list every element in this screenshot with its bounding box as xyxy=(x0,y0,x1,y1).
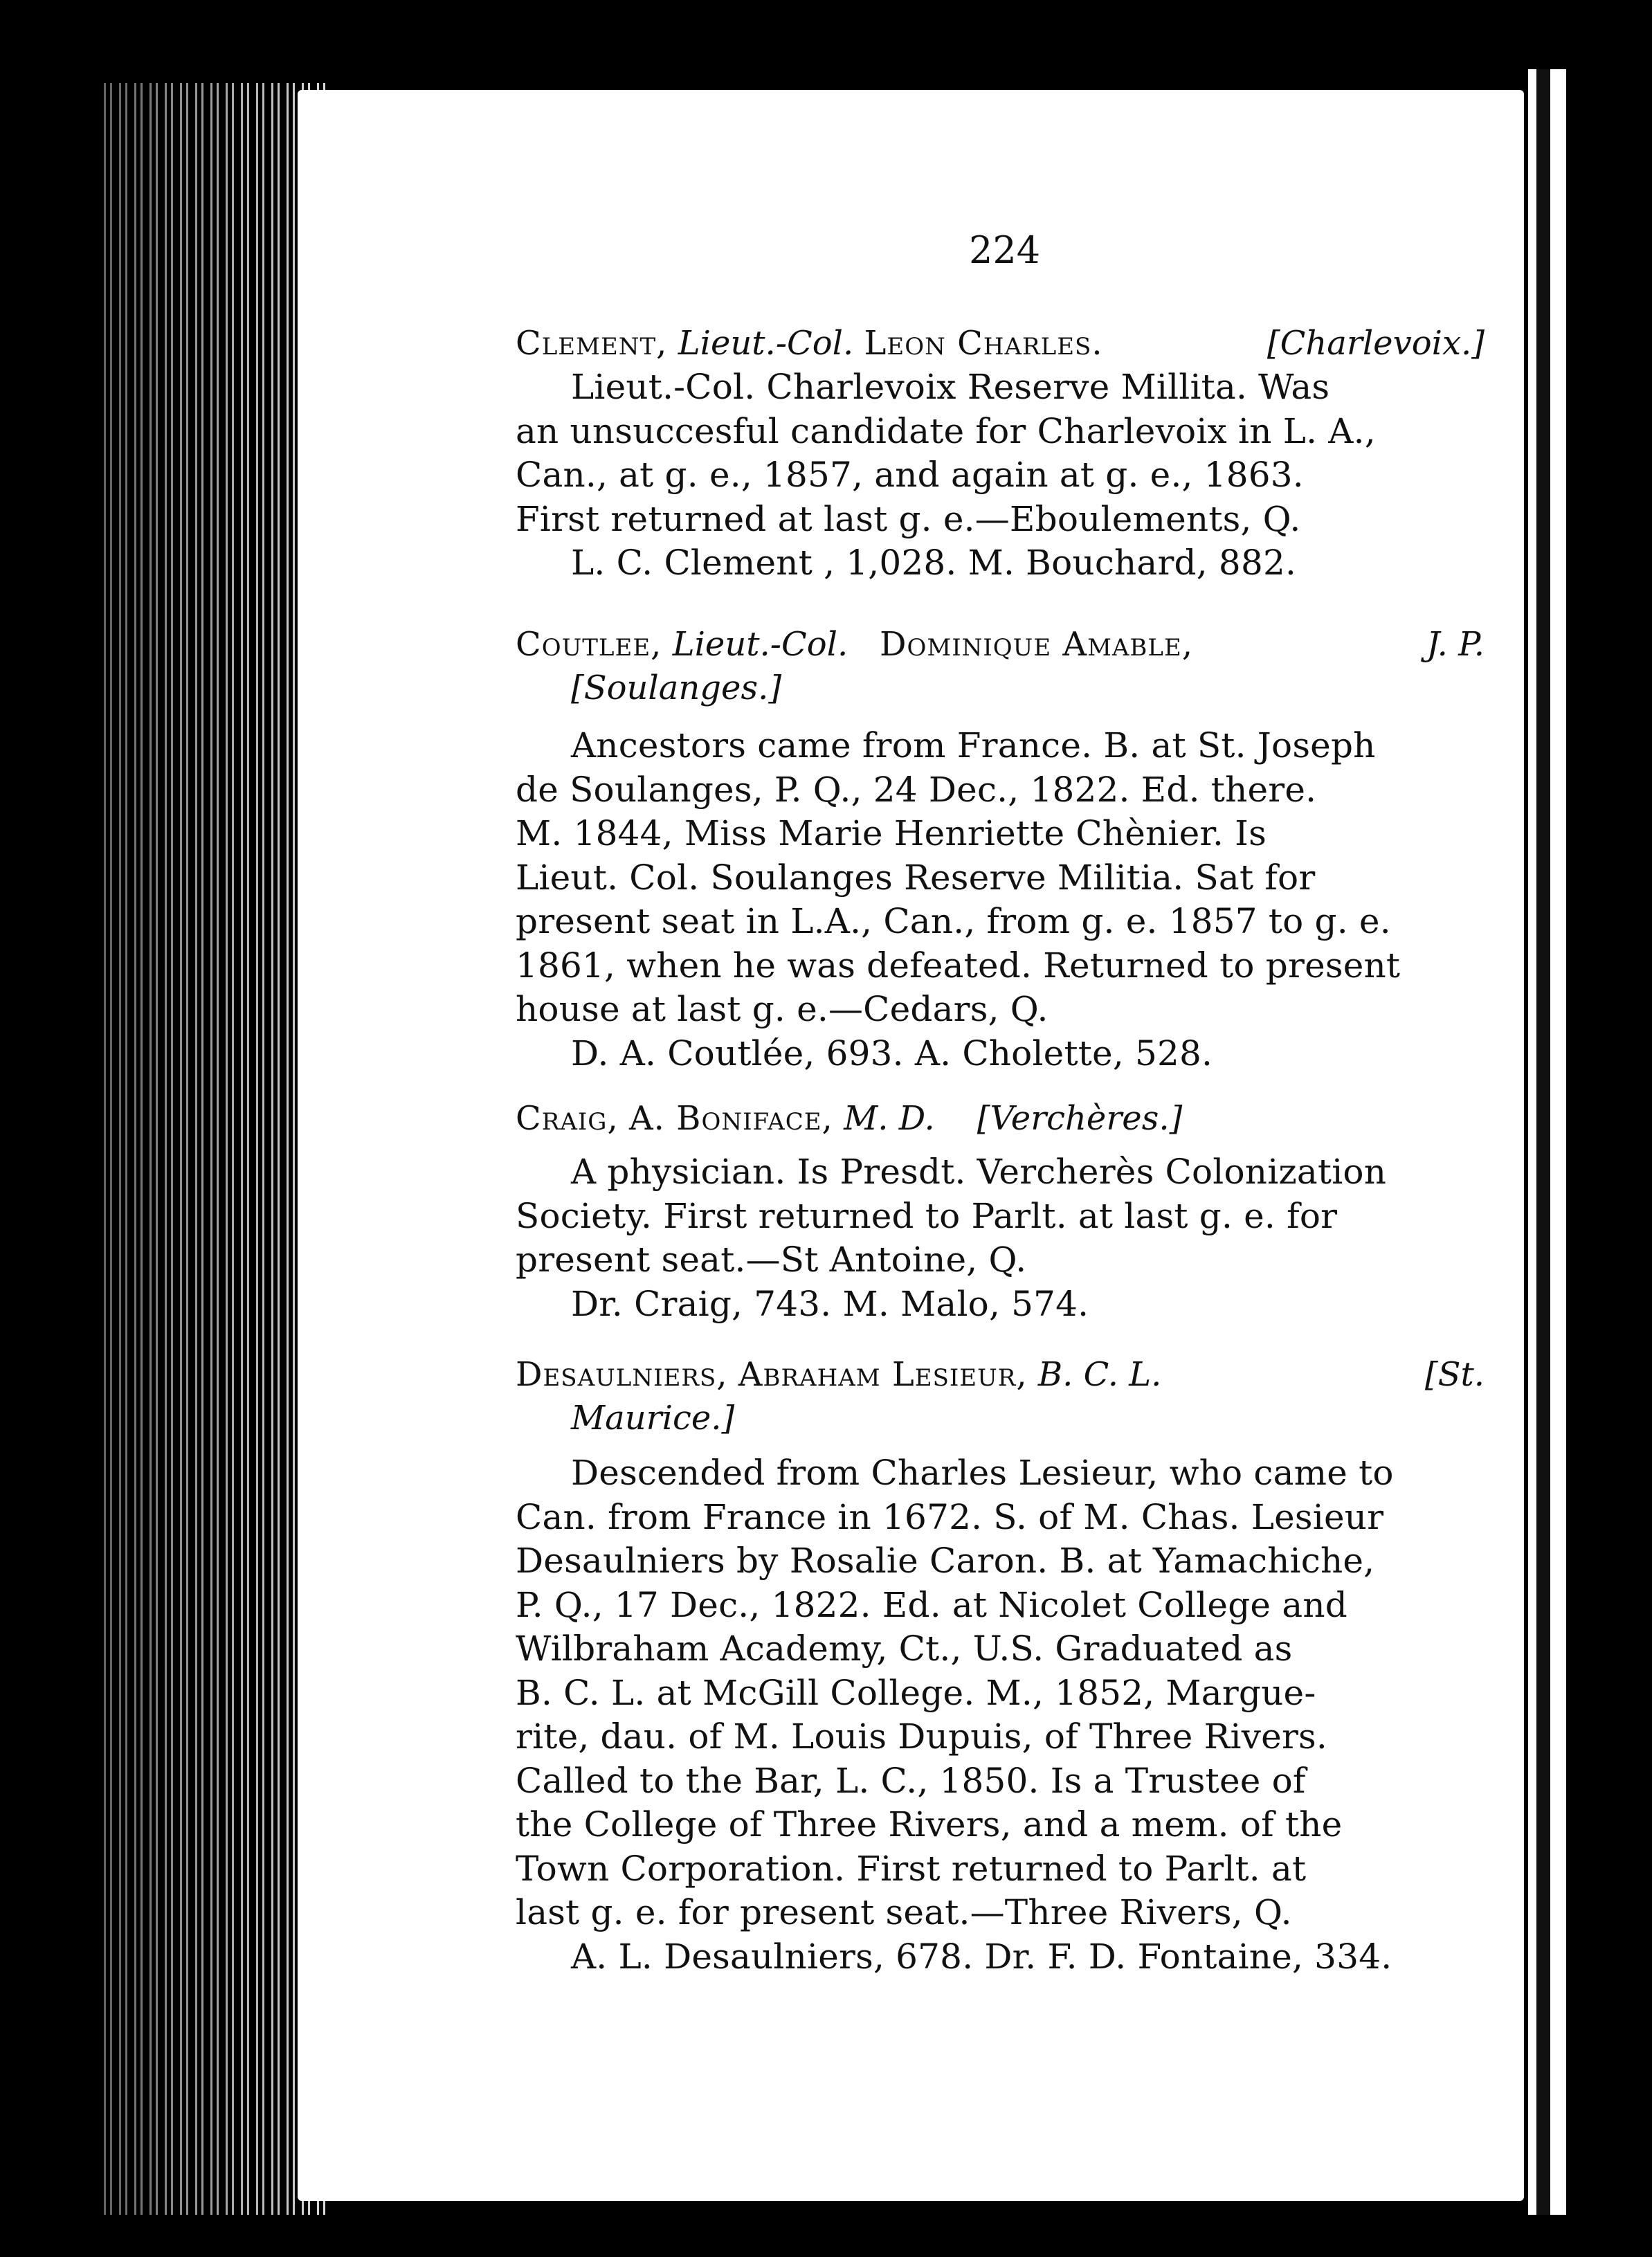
entry-given-name: Abraham Lesieur, xyxy=(738,1355,1028,1394)
entry-line: P. Q., 17 Dec., 1822. Ed. at Nicolet College and xyxy=(516,1584,1347,1625)
entry-votes: Dr. Craig, 743. M. Malo, 574. xyxy=(571,1283,1089,1324)
entry-surname: Craig, xyxy=(516,1099,619,1138)
entry-title: Lieut.-Col. xyxy=(678,324,854,363)
entry-riding: [Soulanges.] xyxy=(571,669,782,707)
entry-line: M. 1844, Miss Marie Henriette Chènier. Is xyxy=(516,813,1267,853)
entry-line: 1861, when he was defeated. Returned to present xyxy=(516,945,1401,986)
entry-given-name: Leon Charles. xyxy=(864,324,1103,363)
entry-votes: L. C. Clement , 1,028. M. Bouchard, 882. xyxy=(571,543,1297,583)
entry-line: present seat.—St Antoine, Q. xyxy=(516,1240,1027,1280)
entry-riding: [Charlevoix.] xyxy=(1267,324,1485,363)
entry-line: A physician. Is Presdt. Vercherès Colonization xyxy=(571,1152,1387,1192)
entry-line: Town Corporation. First returned to Parlt. at xyxy=(516,1848,1307,1889)
entry-line: Can., at g. e., 1857, and again at g. e., 1863. xyxy=(516,455,1304,495)
entry-suffix: M. D. xyxy=(844,1099,935,1138)
entry-riding: [St. xyxy=(1424,1355,1485,1394)
entry-line: an unsuccesful candidate for Charlevoix in L. A., xyxy=(516,410,1376,451)
entry-line: B. C. L. at McGill College. M., 1852, Margue- xyxy=(516,1672,1316,1713)
entry-suffix: B. C. L. xyxy=(1037,1355,1162,1394)
entry-line: present seat in L.A., Can., from g. e. 1857 to g. e. xyxy=(516,901,1391,941)
entry-surname: Coutlee, xyxy=(516,625,662,664)
entry-title: Lieut.-Col. xyxy=(672,625,848,664)
entry-clement xyxy=(516,322,1485,586)
entry-line: house at last g. e.—Cedars, Q. xyxy=(516,989,1049,1029)
entry-desaulniers xyxy=(516,1353,1485,1979)
entry-line: Can. from France in 1672. S. of M. Chas. Lesieur xyxy=(516,1496,1384,1537)
gutter-shadow xyxy=(104,83,325,2215)
entry-given-name: A. Boniface, xyxy=(629,1099,833,1138)
entry-line: Descended from Charles Lesieur, who came to xyxy=(571,1453,1394,1493)
entry-given-name: Dominique Amable, xyxy=(880,625,1194,664)
page-number: 224 xyxy=(969,228,1041,272)
entry-line: rite, dau. of M. Louis Dupuis, of Three Rivers. xyxy=(516,1716,1327,1757)
entry-heading xyxy=(516,1097,1485,1141)
entry-surname: Clement, xyxy=(516,324,668,363)
entry-line: Called to the Bar, L. C., 1850. Is a Trustee of xyxy=(516,1760,1306,1801)
entry-line: Lieut. Col. Soulanges Reserve Militia. Sat for xyxy=(516,857,1316,898)
entry-line: Desaulniers by Rosalie Caron. B. at Yamachiche, xyxy=(516,1541,1375,1581)
entry-line: Ancestors came from France. B. at St. Joseph xyxy=(571,725,1376,765)
entry-line: First returned at last g. e.—Eboulements, Q. xyxy=(516,498,1301,539)
entry-riding: [Verchères.] xyxy=(977,1099,1183,1138)
entry-heading xyxy=(516,623,1485,667)
entry-coutlee xyxy=(516,623,1485,1076)
page-edge-shadow xyxy=(1536,69,1550,2215)
entry-line: Society. First returned to Parlt. at last g. e. for xyxy=(516,1195,1338,1236)
entry-votes: D. A. Coutlée, 693. A. Cholette, 528. xyxy=(571,1033,1213,1073)
entry-votes: A. L. Desaulniers, 678. Dr. F. D. Fontaine, 334. xyxy=(571,1936,1392,1977)
entry-line: de Soulanges, P. Q., 24 Dec., 1822. Ed. there. xyxy=(516,769,1317,810)
entry-line: the College of Three Rivers, and a mem. of the xyxy=(516,1804,1343,1844)
entry-heading xyxy=(516,322,1485,365)
entry-surname: Desaulniers, xyxy=(516,1355,728,1394)
entry-riding-continued: Maurice.] xyxy=(571,1399,735,1438)
entry-heading xyxy=(516,1353,1485,1397)
entry-line: Wilbraham Academy, Ct., U.S. Graduated as xyxy=(516,1629,1293,1669)
entry-suffix: J. P. xyxy=(1426,625,1485,664)
entry-line: last g. e. for present seat.—Three Rivers, Q. xyxy=(516,1892,1292,1932)
entry-craig xyxy=(516,1097,1485,1326)
entry-line: Lieut.-Col. Charlevoix Reserve Millita. Was xyxy=(571,367,1330,407)
